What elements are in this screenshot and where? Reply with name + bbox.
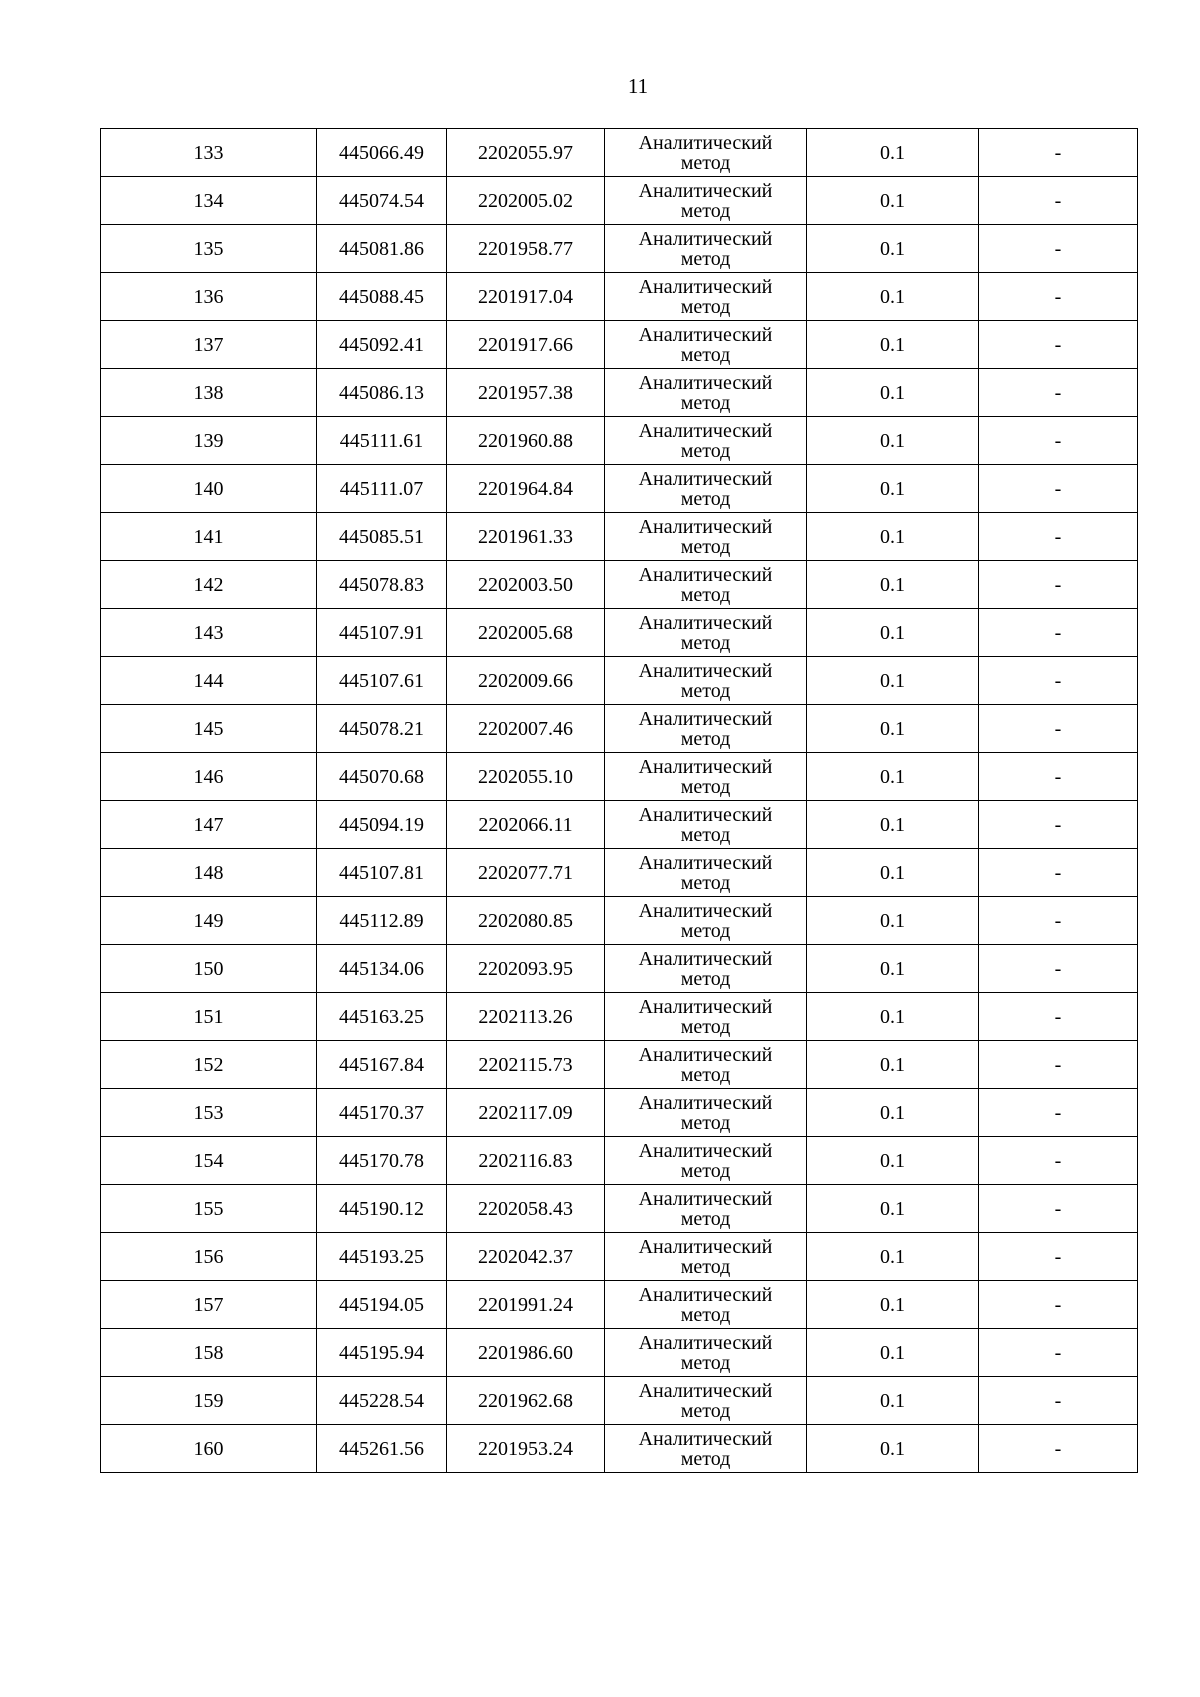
method-line-2: метод <box>680 1207 731 1230</box>
method-line-1: Аналитический <box>638 227 773 250</box>
table-row <box>101 705 1138 753</box>
point-number-cell: 153 <box>101 1089 317 1137</box>
method-cell <box>605 1185 807 1233</box>
method-cell <box>605 945 807 993</box>
y-coordinate-cell: 2201964.84 <box>447 465 605 513</box>
method-cell <box>605 801 807 849</box>
x-coordinate-cell: 445261.56 <box>317 1425 447 1473</box>
y-coordinate-cell: 2202055.10 <box>447 753 605 801</box>
method-line-2: метод <box>680 823 731 846</box>
point-number-cell: 148 <box>101 849 317 897</box>
method-line-1: Аналитический <box>638 323 773 346</box>
point-number-cell: 143 <box>101 609 317 657</box>
method-line-1: Аналитический <box>638 1379 773 1402</box>
y-coordinate-cell: 2202116.83 <box>447 1137 605 1185</box>
table-row <box>101 1137 1138 1185</box>
note-cell: - <box>979 321 1138 369</box>
note-cell: - <box>979 1041 1138 1089</box>
x-coordinate-cell: 445088.45 <box>317 273 447 321</box>
method-line-2: метод <box>680 1111 731 1134</box>
method-line-1: Аналитический <box>638 1427 773 1450</box>
note-cell: - <box>979 849 1138 897</box>
accuracy-cell: 0.1 <box>807 273 979 321</box>
table-row <box>101 177 1138 225</box>
note-cell: - <box>979 129 1138 177</box>
method-line-2: метод <box>680 1351 731 1374</box>
method-line-2: метод <box>680 1063 731 1086</box>
point-number-cell: 158 <box>101 1329 317 1377</box>
table-row <box>101 1185 1138 1233</box>
accuracy-cell: 0.1 <box>807 1425 979 1473</box>
table-row <box>101 1041 1138 1089</box>
method-line-2: метод <box>680 295 731 318</box>
point-number-cell: 152 <box>101 1041 317 1089</box>
table-row <box>101 609 1138 657</box>
method-line-1: Аналитический <box>638 1139 773 1162</box>
table-row <box>101 1089 1138 1137</box>
method-cell <box>605 513 807 561</box>
method-line-1: Аналитический <box>638 1091 773 1114</box>
accuracy-cell: 0.1 <box>807 897 979 945</box>
table-row <box>101 273 1138 321</box>
x-coordinate-cell: 445190.12 <box>317 1185 447 1233</box>
method-line-1: Аналитический <box>638 611 773 634</box>
accuracy-cell: 0.1 <box>807 177 979 225</box>
y-coordinate-cell: 2201960.88 <box>447 417 605 465</box>
accuracy-cell: 0.1 <box>807 321 979 369</box>
x-coordinate-cell: 445085.51 <box>317 513 447 561</box>
table-row <box>101 897 1138 945</box>
y-coordinate-cell: 2202066.11 <box>447 801 605 849</box>
method-line-2: метод <box>680 727 731 750</box>
method-cell <box>605 1089 807 1137</box>
accuracy-cell: 0.1 <box>807 993 979 1041</box>
y-coordinate-cell: 2201986.60 <box>447 1329 605 1377</box>
method-cell <box>605 129 807 177</box>
method-line-2: метод <box>680 439 731 462</box>
point-number-cell: 141 <box>101 513 317 561</box>
accuracy-cell: 0.1 <box>807 1041 979 1089</box>
coordinates-table-body <box>101 129 1138 1473</box>
method-line-1: Аналитический <box>638 275 773 298</box>
method-cell <box>605 1137 807 1185</box>
point-number-cell: 147 <box>101 801 317 849</box>
point-number-cell: 154 <box>101 1137 317 1185</box>
note-cell: - <box>979 1281 1138 1329</box>
table-row <box>101 849 1138 897</box>
x-coordinate-cell: 445134.06 <box>317 945 447 993</box>
x-coordinate-cell: 445078.83 <box>317 561 447 609</box>
table-row <box>101 1281 1138 1329</box>
x-coordinate-cell: 445111.61 <box>317 417 447 465</box>
method-cell <box>605 1281 807 1329</box>
x-coordinate-cell: 445086.13 <box>317 369 447 417</box>
y-coordinate-cell: 2201958.77 <box>447 225 605 273</box>
point-number-cell: 136 <box>101 273 317 321</box>
page-number: 11 <box>627 74 649 98</box>
note-cell: - <box>979 705 1138 753</box>
point-number-cell: 156 <box>101 1233 317 1281</box>
accuracy-cell: 0.1 <box>807 1089 979 1137</box>
accuracy-cell: 0.1 <box>807 1329 979 1377</box>
method-cell <box>605 177 807 225</box>
table-row <box>101 129 1138 177</box>
note-cell: - <box>979 273 1138 321</box>
accuracy-cell: 0.1 <box>807 1281 979 1329</box>
point-number-cell: 137 <box>101 321 317 369</box>
method-line-1: Аналитический <box>638 131 773 154</box>
y-coordinate-cell: 2202007.46 <box>447 705 605 753</box>
accuracy-cell: 0.1 <box>807 465 979 513</box>
accuracy-cell: 0.1 <box>807 1233 979 1281</box>
method-line-1: Аналитический <box>638 467 773 490</box>
y-coordinate-cell: 2202115.73 <box>447 1041 605 1089</box>
x-coordinate-cell: 445193.25 <box>317 1233 447 1281</box>
method-line-1: Аналитический <box>638 1331 773 1354</box>
method-cell <box>605 417 807 465</box>
accuracy-cell: 0.1 <box>807 225 979 273</box>
note-cell: - <box>979 417 1138 465</box>
note-cell: - <box>979 1233 1138 1281</box>
table-row <box>101 801 1138 849</box>
y-coordinate-cell: 2201917.66 <box>447 321 605 369</box>
note-cell: - <box>979 225 1138 273</box>
method-line-2: метод <box>680 343 731 366</box>
accuracy-cell: 0.1 <box>807 1137 979 1185</box>
x-coordinate-cell: 445078.21 <box>317 705 447 753</box>
method-line-2: метод <box>680 1399 731 1422</box>
method-line-2: метод <box>680 1303 731 1326</box>
method-line-2: метод <box>680 631 731 654</box>
method-cell <box>605 609 807 657</box>
method-cell <box>605 753 807 801</box>
method-line-1: Аналитический <box>638 563 773 586</box>
method-line-1: Аналитический <box>638 1283 773 1306</box>
method-line-1: Аналитический <box>638 659 773 682</box>
y-coordinate-cell: 2201962.68 <box>447 1377 605 1425</box>
method-line-2: метод <box>680 919 731 942</box>
method-line-1: Аналитический <box>638 995 773 1018</box>
y-coordinate-cell: 2201953.24 <box>447 1425 605 1473</box>
method-line-2: метод <box>680 775 731 798</box>
method-cell <box>605 225 807 273</box>
method-cell <box>605 1041 807 1089</box>
method-cell <box>605 321 807 369</box>
y-coordinate-cell: 2202058.43 <box>447 1185 605 1233</box>
accuracy-cell: 0.1 <box>807 417 979 465</box>
method-cell <box>605 993 807 1041</box>
accuracy-cell: 0.1 <box>807 1185 979 1233</box>
accuracy-cell: 0.1 <box>807 705 979 753</box>
note-cell: - <box>979 897 1138 945</box>
table-row <box>101 321 1138 369</box>
point-number-cell: 145 <box>101 705 317 753</box>
point-number-cell: 144 <box>101 657 317 705</box>
x-coordinate-cell: 445081.86 <box>317 225 447 273</box>
method-cell <box>605 705 807 753</box>
method-line-1: Аналитический <box>638 899 773 922</box>
note-cell: - <box>979 1185 1138 1233</box>
y-coordinate-cell: 2202003.50 <box>447 561 605 609</box>
note-cell: - <box>979 369 1138 417</box>
method-cell <box>605 1425 807 1473</box>
x-coordinate-cell: 445167.84 <box>317 1041 447 1089</box>
method-cell <box>605 897 807 945</box>
table-row <box>101 753 1138 801</box>
method-line-2: метод <box>680 679 731 702</box>
x-coordinate-cell: 445111.07 <box>317 465 447 513</box>
table-row <box>101 513 1138 561</box>
x-coordinate-cell: 445194.05 <box>317 1281 447 1329</box>
method-line-1: Аналитический <box>638 947 773 970</box>
table-row <box>101 1233 1138 1281</box>
point-number-cell: 133 <box>101 129 317 177</box>
point-number-cell: 134 <box>101 177 317 225</box>
y-coordinate-cell: 2202080.85 <box>447 897 605 945</box>
y-coordinate-cell: 2202077.71 <box>447 849 605 897</box>
method-line-1: Аналитический <box>638 803 773 826</box>
point-number-cell: 159 <box>101 1377 317 1425</box>
note-cell: - <box>979 1137 1138 1185</box>
method-cell <box>605 369 807 417</box>
y-coordinate-cell: 2202009.66 <box>447 657 605 705</box>
method-line-2: метод <box>680 967 731 990</box>
method-line-2: метод <box>680 391 731 414</box>
coordinates-table <box>100 128 1138 1473</box>
point-number-cell: 160 <box>101 1425 317 1473</box>
table-row <box>101 417 1138 465</box>
method-line-1: Аналитический <box>638 707 773 730</box>
table-row <box>101 657 1138 705</box>
method-cell <box>605 1329 807 1377</box>
accuracy-cell: 0.1 <box>807 801 979 849</box>
point-number-cell: 150 <box>101 945 317 993</box>
method-line-1: Аналитический <box>638 179 773 202</box>
method-line-2: метод <box>680 1255 731 1278</box>
y-coordinate-cell: 2201991.24 <box>447 1281 605 1329</box>
note-cell: - <box>979 513 1138 561</box>
table-row <box>101 1329 1138 1377</box>
method-line-1: Аналитический <box>638 515 773 538</box>
x-coordinate-cell: 445092.41 <box>317 321 447 369</box>
method-line-1: Аналитический <box>638 1187 773 1210</box>
method-line-2: метод <box>680 1015 731 1038</box>
x-coordinate-cell: 445195.94 <box>317 1329 447 1377</box>
x-coordinate-cell: 445070.68 <box>317 753 447 801</box>
table-row <box>101 1425 1138 1473</box>
method-cell <box>605 1233 807 1281</box>
accuracy-cell: 0.1 <box>807 657 979 705</box>
table-row <box>101 1377 1138 1425</box>
method-line-2: метод <box>680 487 731 510</box>
accuracy-cell: 0.1 <box>807 561 979 609</box>
accuracy-cell: 0.1 <box>807 753 979 801</box>
note-cell: - <box>979 1377 1138 1425</box>
y-coordinate-cell: 2202055.97 <box>447 129 605 177</box>
note-cell: - <box>979 801 1138 849</box>
table-row <box>101 225 1138 273</box>
y-coordinate-cell: 2201957.38 <box>447 369 605 417</box>
method-cell <box>605 849 807 897</box>
point-number-cell: 157 <box>101 1281 317 1329</box>
point-number-cell: 149 <box>101 897 317 945</box>
point-number-cell: 155 <box>101 1185 317 1233</box>
table-row <box>101 369 1138 417</box>
note-cell: - <box>979 609 1138 657</box>
method-line-2: метод <box>680 199 731 222</box>
x-coordinate-cell: 445112.89 <box>317 897 447 945</box>
point-number-cell: 138 <box>101 369 317 417</box>
method-line-2: метод <box>680 151 731 174</box>
method-line-1: Аналитический <box>638 755 773 778</box>
x-coordinate-cell: 445107.91 <box>317 609 447 657</box>
method-cell <box>605 657 807 705</box>
point-number-cell: 142 <box>101 561 317 609</box>
method-cell <box>605 465 807 513</box>
method-line-2: метод <box>680 583 731 606</box>
accuracy-cell: 0.1 <box>807 609 979 657</box>
x-coordinate-cell: 445074.54 <box>317 177 447 225</box>
note-cell: - <box>979 657 1138 705</box>
y-coordinate-cell: 2201917.04 <box>447 273 605 321</box>
note-cell: - <box>979 993 1138 1041</box>
method-cell <box>605 561 807 609</box>
note-cell: - <box>979 1425 1138 1473</box>
point-number-cell: 140 <box>101 465 317 513</box>
x-coordinate-cell: 445228.54 <box>317 1377 447 1425</box>
y-coordinate-cell: 2202093.95 <box>447 945 605 993</box>
note-cell: - <box>979 753 1138 801</box>
table-row <box>101 465 1138 513</box>
method-line-2: метод <box>680 871 731 894</box>
x-coordinate-cell: 445107.81 <box>317 849 447 897</box>
table-row <box>101 945 1138 993</box>
note-cell: - <box>979 1089 1138 1137</box>
accuracy-cell: 0.1 <box>807 945 979 993</box>
method-line-1: Аналитический <box>638 371 773 394</box>
note-cell: - <box>979 465 1138 513</box>
method-cell <box>605 273 807 321</box>
method-line-1: Аналитический <box>638 419 773 442</box>
x-coordinate-cell: 445163.25 <box>317 993 447 1041</box>
x-coordinate-cell: 445170.37 <box>317 1089 447 1137</box>
accuracy-cell: 0.1 <box>807 129 979 177</box>
note-cell: - <box>979 561 1138 609</box>
table-row <box>101 993 1138 1041</box>
y-coordinate-cell: 2201961.33 <box>447 513 605 561</box>
accuracy-cell: 0.1 <box>807 513 979 561</box>
y-coordinate-cell: 2202005.68 <box>447 609 605 657</box>
method-line-1: Аналитический <box>638 851 773 874</box>
note-cell: - <box>979 945 1138 993</box>
point-number-cell: 146 <box>101 753 317 801</box>
y-coordinate-cell: 2202113.26 <box>447 993 605 1041</box>
x-coordinate-cell: 445170.78 <box>317 1137 447 1185</box>
method-line-2: метод <box>680 1447 731 1470</box>
accuracy-cell: 0.1 <box>807 1377 979 1425</box>
point-number-cell: 139 <box>101 417 317 465</box>
table-row <box>101 561 1138 609</box>
x-coordinate-cell: 445094.19 <box>317 801 447 849</box>
method-cell <box>605 1377 807 1425</box>
method-line-2: метод <box>680 535 731 558</box>
accuracy-cell: 0.1 <box>807 849 979 897</box>
point-number-cell: 135 <box>101 225 317 273</box>
note-cell: - <box>979 1329 1138 1377</box>
method-line-2: метод <box>680 1159 731 1182</box>
method-line-1: Аналитический <box>638 1043 773 1066</box>
y-coordinate-cell: 2202005.02 <box>447 177 605 225</box>
y-coordinate-cell: 2202042.37 <box>447 1233 605 1281</box>
x-coordinate-cell: 445107.61 <box>317 657 447 705</box>
method-line-2: метод <box>680 247 731 270</box>
method-line-1: Аналитический <box>638 1235 773 1258</box>
x-coordinate-cell: 445066.49 <box>317 129 447 177</box>
point-number-cell: 151 <box>101 993 317 1041</box>
note-cell: - <box>979 177 1138 225</box>
accuracy-cell: 0.1 <box>807 369 979 417</box>
y-coordinate-cell: 2202117.09 <box>447 1089 605 1137</box>
